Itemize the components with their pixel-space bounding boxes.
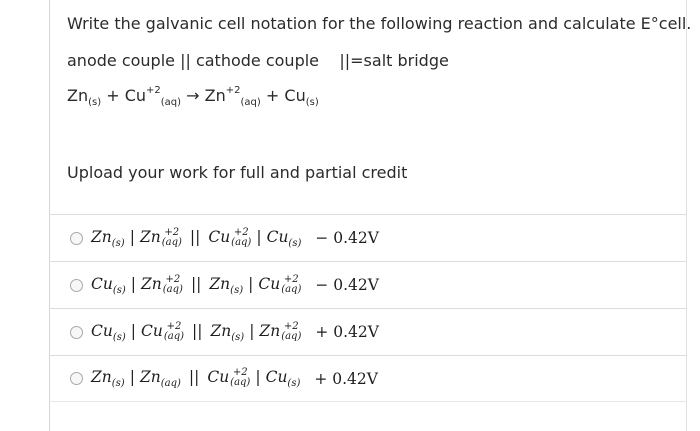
notation-format: anode couple || cathode couple [67, 51, 320, 70]
product-zn-state: (aq) [240, 97, 261, 109]
reactant-zn: Zn [67, 86, 89, 105]
product-cu: Cu [284, 86, 306, 105]
sup-sub [162, 228, 182, 248]
salt-bridge: || [192, 321, 203, 340]
state: (aq) [281, 330, 302, 342]
species: Zn [209, 274, 231, 293]
radio-button[interactable] [70, 372, 83, 385]
cell-notation [91, 228, 301, 249]
answer-option[interactable] [49, 308, 686, 355]
charge: +2 [164, 226, 180, 238]
upload-instruction: Upload your work for full and partial credit [67, 163, 408, 182]
sup-sub [281, 322, 301, 342]
phase-bar: | [129, 368, 135, 386]
charge: +2 [283, 320, 299, 332]
plus-sign: + [265, 86, 280, 105]
state: (aq) [230, 377, 251, 388]
salt-bridge: || [190, 274, 202, 293]
state: (s) [112, 331, 126, 343]
salt-bridge: || [189, 227, 201, 246]
right-divider [686, 0, 687, 431]
sup-sub [281, 275, 301, 295]
sup-sub [163, 275, 183, 295]
cell-potential: − 0.42V [315, 276, 379, 294]
phase-bar: | [248, 274, 254, 293]
species: Cu [258, 274, 281, 293]
state: (aq) [281, 283, 302, 295]
question-text: Write the galvanic cell notation for the following reaction and calculate E°cell. [67, 14, 692, 33]
product-zn: Zn [204, 86, 226, 105]
charge: +2 [283, 273, 299, 285]
species: Zn [139, 227, 161, 246]
charge: +2 [165, 273, 181, 285]
phase-bar: | [255, 368, 261, 386]
state: (s) [112, 284, 126, 296]
species: Zn [139, 368, 161, 386]
state: (s) [287, 378, 301, 389]
phase-bar: | [129, 227, 135, 246]
cell-potential: − 0.42V [315, 229, 379, 247]
state: (aq) [231, 236, 252, 248]
cell-potential: + 0.42V [314, 369, 378, 388]
reactant-zn-state: (s) [88, 97, 102, 109]
state: (aq) [163, 330, 185, 342]
reaction-arrow: → [186, 86, 200, 105]
species: Zn [91, 227, 112, 246]
sup-sub [164, 322, 184, 342]
state: (s) [231, 331, 245, 343]
state: (s) [288, 237, 302, 249]
answer-option[interactable] [49, 261, 686, 308]
salt-bridge-note: ||=salt bridge [339, 51, 449, 70]
phase-bar: | [249, 321, 255, 340]
state: (aq) [160, 378, 181, 389]
cell-notation [91, 368, 300, 389]
charge: +2 [232, 367, 248, 378]
notation-hint [67, 51, 449, 70]
species: Cu [91, 274, 113, 293]
state: (s) [111, 378, 125, 389]
species: Zn [210, 321, 232, 340]
state: (aq) [162, 283, 183, 295]
cell-notation [91, 322, 301, 343]
species: Cu [208, 227, 231, 246]
product-zn-charge: +2 [225, 84, 241, 96]
radio-button[interactable] [70, 326, 83, 339]
species: Cu [265, 368, 288, 386]
species: Cu [266, 227, 289, 246]
reactant-cu-state: (aq) [160, 97, 182, 109]
state: (s) [111, 237, 125, 249]
phase-bar: | [256, 227, 262, 246]
charge: +2 [166, 320, 182, 332]
radio-button[interactable] [70, 232, 83, 245]
cell-notation [91, 275, 301, 296]
species: Zn [259, 321, 281, 340]
cell-potential: + 0.42V [315, 323, 379, 341]
reactant-cu-charge: +2 [146, 84, 161, 96]
answer-option[interactable] [49, 214, 686, 261]
salt-bridge: || [188, 368, 200, 386]
charge: +2 [233, 226, 249, 238]
species: Zn [91, 368, 112, 386]
product-cu-state: (s) [305, 97, 319, 109]
phase-bar: | [130, 274, 137, 293]
sup-sub [231, 228, 251, 248]
reaction-equation [67, 86, 319, 108]
state: (s) [230, 284, 244, 296]
phase-bar: | [130, 321, 137, 340]
answer-option[interactable] [49, 355, 686, 402]
reactant-cu: Cu [124, 86, 147, 105]
radio-button[interactable] [70, 279, 83, 292]
species: Cu [141, 321, 163, 340]
species: Cu [91, 321, 113, 340]
plus-sign: + [106, 86, 120, 105]
answer-options [49, 214, 686, 402]
species: Cu [207, 368, 230, 386]
species: Zn [141, 274, 162, 293]
state: (aq) [161, 236, 182, 248]
sup-sub [230, 368, 250, 388]
